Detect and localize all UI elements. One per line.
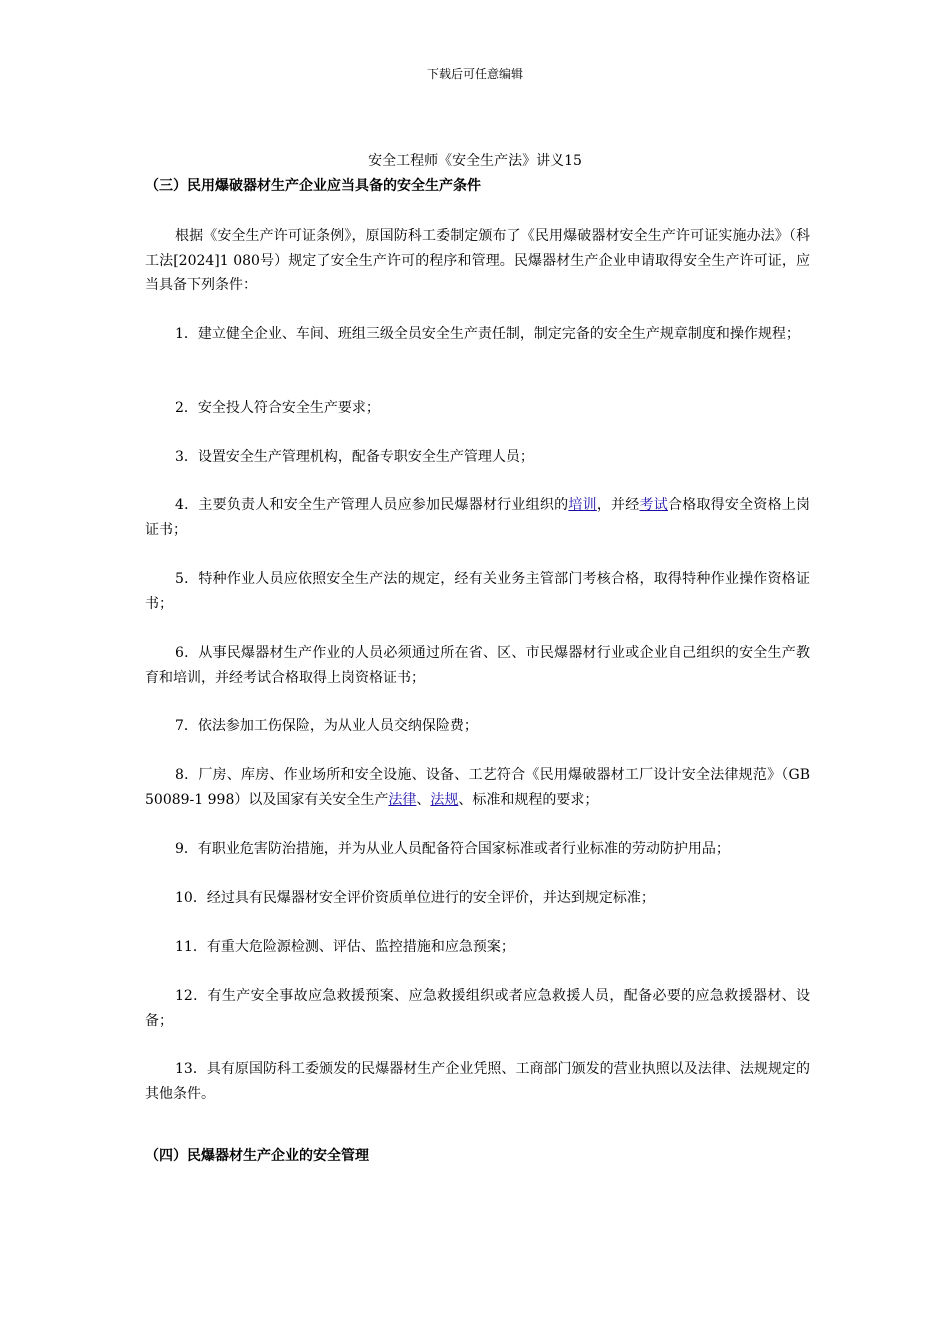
law-link[interactable]: 法律	[388, 791, 417, 808]
list-item-8	[145, 763, 810, 812]
list-item-3: 3．设置安全生产管理机构，配备专职安全生产管理人员；	[175, 449, 534, 465]
list-item-2: 2．安全投人符合安全生产要求；	[175, 400, 380, 416]
list-item-4-text-a: 4．主要负责人和安全生产管理人员应参加民爆器材行业组织的	[175, 497, 569, 513]
list-item-4-text-c: 合格取得安全资格上岗证书；	[145, 497, 811, 538]
list-item-4	[145, 493, 810, 542]
list-item-11: 11．有重大危险源检测、评估、监控措施和应急预案；	[175, 939, 515, 955]
list-item-9: 9．有职业危害防治措施，并为从业人员配备符合国家标准或者行业标准的劳动防护用品；	[175, 841, 730, 857]
list-item-6: 6．从事民爆器材生产作业的人员必须通过所在省、区、市民爆器材行业或企业自己组织的安全生产教育和培训，并经考试合格取得上岗资格证书；	[145, 645, 810, 686]
regulation-link[interactable]: 法规	[430, 791, 459, 808]
training-link[interactable]: 培训	[568, 497, 597, 513]
list-item-7: 7．依法参加工伤保险，为从业人员交纳保险费；	[175, 718, 478, 734]
document-title: 安全工程师《安全生产法》讲义15	[368, 153, 582, 169]
intro-paragraph: 根据《安全生产许可证条例》，原国防科工委制定颁布了《民用爆破器材安全生产许可证实施办法》（科工法[2024]1 080号）规定了安全生产许可的程序和管理。民爆器材生产企业申请取得安全生产许可证，应当具备下列条件：	[145, 228, 810, 293]
section-4-heading: （四）民爆器材生产企业的安全管理	[145, 1148, 369, 1164]
list-item-13: 13．具有原国防科工委颁发的民爆器材生产企业凭照、工商部门颁发的营业执照以及法律、法规规定的其他条件。	[145, 1061, 810, 1102]
list-item-10: 10．经过具有民爆器材安全评价资质单位进行的安全评价，并达到规定标准；	[175, 890, 655, 906]
list-item-8-text-b: 、	[416, 791, 431, 808]
exam-link[interactable]: 考试	[639, 497, 668, 513]
list-item-5: 5．特种作业人员应依照安全生产法的规定，经有关业务主管部门考核合格，取得特种作业操作资格证书；	[145, 571, 810, 612]
list-item-1: 1．建立健全企业、车间、班组三级全员安全生产责任制，制定完备的安全生产规章制度和操作规程；	[175, 326, 800, 342]
list-item-12: 12．有生产安全事故应急救援预案、应急救援组织或者应急救援人员，配备必要的应急救援器材、设备；	[145, 988, 810, 1029]
list-item-8-text-c: 、标准和规程的要求；	[458, 791, 599, 808]
page-header-note: 下载后可任意编辑	[426, 67, 523, 81]
list-item-4-text-b: ，并经	[596, 497, 640, 513]
list-item-8-text-a: 8．厂房、库房、作业场所和安全设施、设备、工艺符合《民用爆破器材工厂设计安全法律规范》（GB 50089-1 998）以及国家有关安全生产	[145, 767, 810, 808]
section-3-heading: （三）民用爆破器材生产企业应当具备的安全生产条件	[145, 178, 481, 194]
